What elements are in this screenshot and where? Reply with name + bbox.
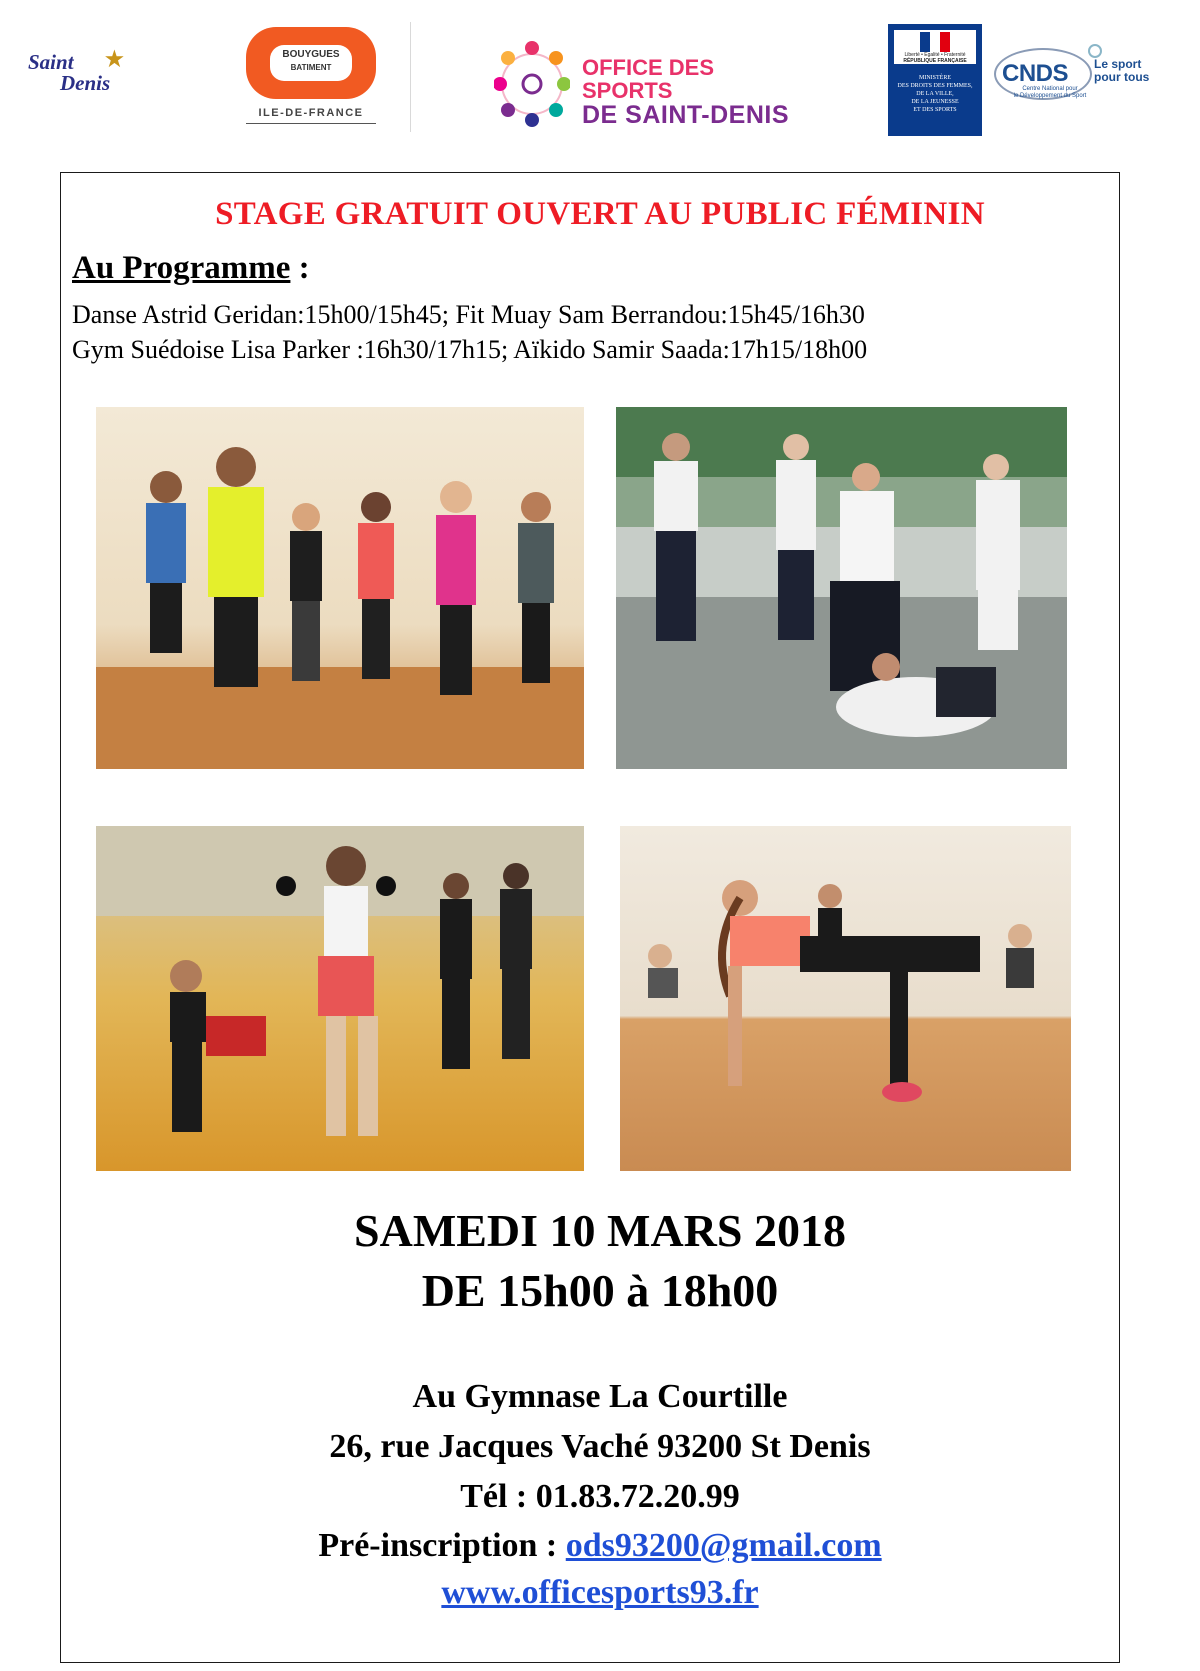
cnds-subtitle [1008,86,1092,100]
french-flag-icon [920,32,950,52]
ods-logo-line2: DE SAINT-DENIS [582,101,790,130]
ministere-text [892,74,978,114]
preinscription-line [0,1527,1200,1565]
cnds-slogan-line2: pour tous [1094,70,1150,84]
saint-denis-logo-line1: Saint [28,50,74,74]
ministere-republique: RÉPUBLIQUE FRANÇAISE [903,58,967,64]
event-phone: Tél : 01.83.72.20.99 [460,1478,740,1515]
ball-icon [1088,44,1102,58]
preinscription-label: Pré-inscription : [318,1527,566,1564]
gym-class-photo [620,826,1071,1171]
cnds-subtitle-line1: Centre National pour [1022,86,1078,92]
event-venue: Au Gymnase La Courtille [412,1378,788,1415]
ministere-logo [888,24,982,136]
bouygues-badge [246,27,376,99]
event-address: 26, rue Jacques Vaché 93200 St Denis [329,1428,871,1465]
cnds-slogan-line1: Le sport [1094,57,1142,71]
header-divider [410,22,411,132]
ministere-text-line: DE LA VILLE, [916,91,954,97]
website-line [0,1574,1200,1612]
ministere-text-line: DE LA JEUNESSE [911,99,959,105]
program-line: Gym Suédoise Lisa Parker :16h30/17h15; Aïkido Samir Saada:17h15/18h00 [72,335,868,364]
stage-title: STAGE GRATUIT OUVERT AU PUBLIC FÉMININ [215,196,985,232]
cnds-slogan [1094,58,1149,84]
program-line: Danse Astrid Geridan:15h00/15h45; Fit Muay Sam Berrandou:15h45/16h30 [72,300,865,329]
ods-logo-line1: OFFICE DES SPORTS [582,55,715,104]
cnds-subtitle-line2: le Développement du Sport [1013,93,1087,99]
sports-wheel-icon [494,34,570,134]
bouygues-logo-line1: BOUYGUES [282,49,340,60]
saint-denis-logo [24,47,150,96]
program-heading-label: Au Programme [72,250,291,286]
program-heading [72,250,310,287]
event-time: DE 15h00 à 18h00 [421,1265,779,1316]
bouygues-logo-line2: BATIMENT [290,63,332,72]
cnds-logo [994,42,1164,110]
email-link[interactable]: ods93200@gmail.com [565,1527,882,1564]
star-icon: ★ [105,47,124,71]
office-des-sports-logo [494,34,804,134]
muay-thai-class-photo [96,826,584,1171]
website-link[interactable]: www.officesports93.fr [441,1574,759,1611]
program-heading-colon: : [290,250,310,286]
dance-class-photo [96,407,584,769]
bouygues-batiment-logo [246,27,376,127]
saint-denis-logo-line2: Denis [60,71,111,95]
cnds-logo-word: CNDS [1002,60,1069,87]
ministere-text-line: DES DROITS DES FEMMES, [897,83,973,89]
bouygues-region-label: ILE-DE-FRANCE [246,107,376,124]
aikido-class-photo [616,407,1067,769]
ministere-text-line: ET DES SPORTS [913,107,957,113]
ministere-text-line: MINISTÈRE [919,75,951,81]
event-date: SAMEDI 10 MARS 2018 [354,1205,846,1256]
ministere-devise: Liberté • Égalité • Fraternité [904,52,966,58]
